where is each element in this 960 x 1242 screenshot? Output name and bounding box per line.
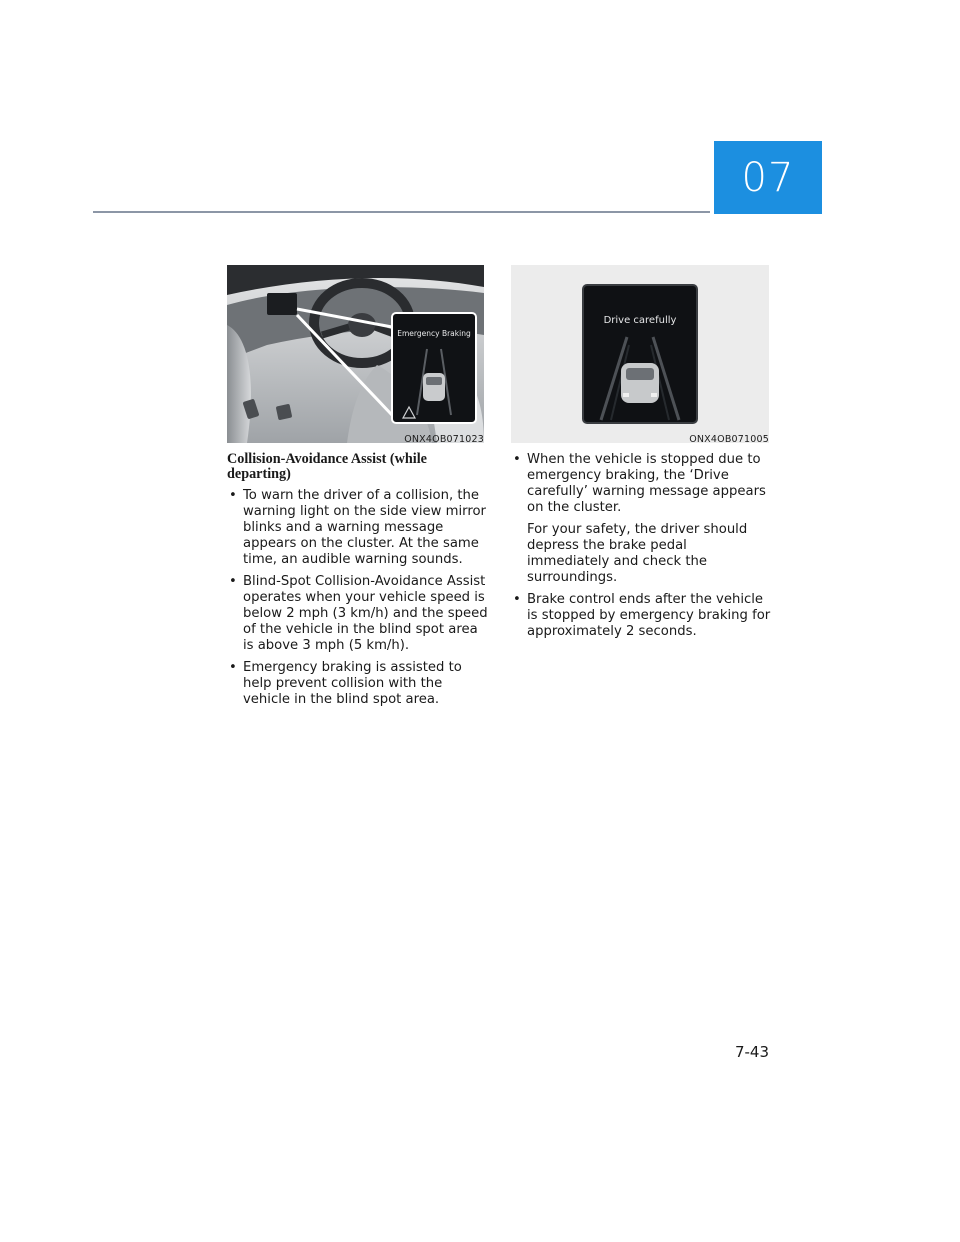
dashboard-illustration <box>227 265 484 443</box>
cluster-message-emergency-braking: Emergency Braking <box>397 329 471 338</box>
page-number: 7-43 <box>734 1043 769 1061</box>
bullet-symbol: • <box>513 452 521 467</box>
left-column <box>227 452 489 714</box>
list-item <box>227 660 489 708</box>
figure-cluster-drive-carefully <box>511 265 769 443</box>
list-item <box>227 488 489 568</box>
section-heading: Collision-Avoidance Assist (while departing) <box>227 451 427 482</box>
list-item <box>511 592 771 640</box>
bullet-symbol: • <box>513 592 521 607</box>
figure-dashboard-mirror <box>227 265 484 443</box>
list-item-text: Brake control ends after the vehicle is stopped by emergency braking for approximately 2 seconds. <box>527 592 771 639</box>
chapter-number: 07 <box>741 154 795 201</box>
list-item-text: Emergency braking is assisted to help prevent collision with the vehicle in the blind spot area. <box>243 660 462 707</box>
list-item <box>511 452 771 516</box>
right-column <box>511 452 771 646</box>
bullet-symbol: • <box>229 660 237 675</box>
bullet-symbol: • <box>229 488 237 503</box>
figure-code-left: ONX4OB071023 <box>404 434 484 445</box>
header-rule <box>93 211 710 213</box>
bullet-symbol: • <box>229 574 237 589</box>
list-item-followup: For your safety, the driver should depress the brake pedal immediately and check the surroundings. <box>527 522 748 585</box>
cluster-illustration <box>511 265 769 443</box>
list-item-text: When the vehicle is stopped due to emergency braking, the ‘Drive carefully’ warning message appears on the cluster. <box>527 452 766 515</box>
figure-code-right: ONX4OB071005 <box>689 434 769 445</box>
list-item <box>227 574 489 654</box>
chapter-tab <box>714 141 822 214</box>
cluster-message-drive-carefully: Drive carefully <box>603 315 677 326</box>
list-item-text: To warn the driver of a collision, the warning light on the side view mirror blinks and a warning message appears on the cluster. At the same time, an audible warning sounds. <box>243 488 486 567</box>
list-item-text: Blind-Spot Collision-Avoidance Assist operates when your vehicle speed is below 2 mph (3 km/h) and the speed of the vehicle in the blind spot area is above 3 mph (5 km/h). <box>243 574 488 653</box>
